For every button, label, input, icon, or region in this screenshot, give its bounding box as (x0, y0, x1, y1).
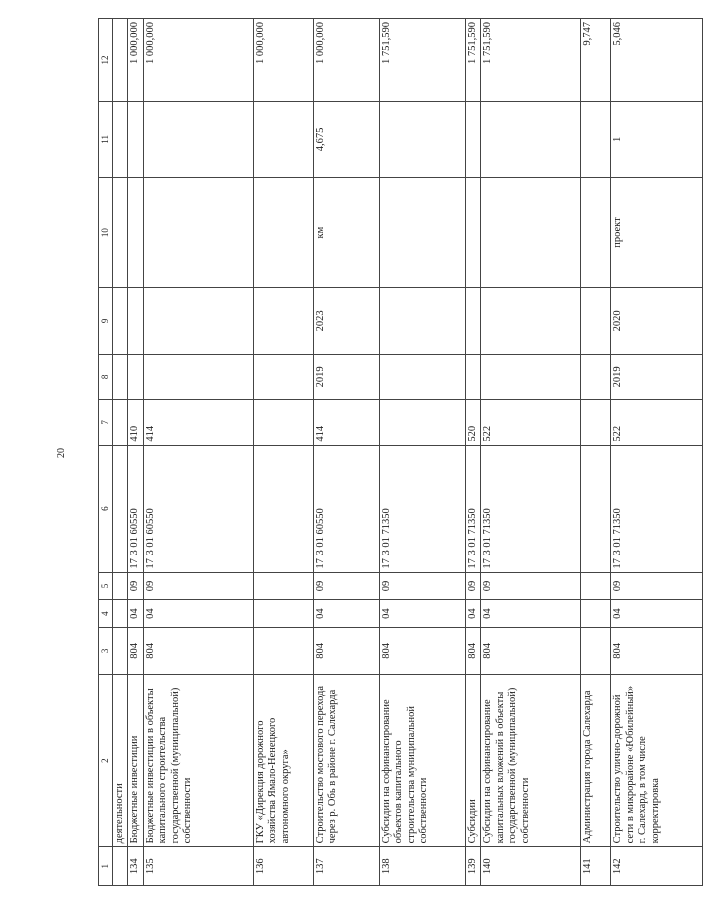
unit-cell: проект (611, 177, 703, 287)
col-header: 12 (99, 19, 113, 102)
capacity-cell (253, 101, 313, 177)
end-year-cell: 2023 (313, 288, 379, 354)
table-row (611, 19, 703, 886)
start-year-cell (379, 354, 465, 400)
subsection-code-cell: 09 (611, 572, 703, 600)
end-year-cell (128, 288, 144, 354)
target-code-cell: 17 3 01 71350 (465, 445, 481, 572)
expense-type-cell (112, 400, 128, 446)
table-row (253, 19, 313, 886)
row-number-cell (112, 847, 128, 886)
gr-code-cell: 804 (465, 627, 481, 674)
capacity-cell: 1 (611, 101, 703, 177)
unit-cell (379, 177, 465, 287)
expense-type-cell: 522 (481, 400, 581, 446)
end-year-cell: 2020 (611, 288, 703, 354)
row-number-cell: 142 (611, 847, 703, 886)
unit-cell (253, 177, 313, 287)
row-number-cell: 136 (253, 847, 313, 886)
capacity-cell (481, 101, 581, 177)
row-name-cell: Бюджетные инвестиции (128, 674, 144, 847)
section-code-cell: 04 (128, 600, 144, 628)
unit-cell (481, 177, 581, 287)
column-number-row (99, 19, 113, 886)
end-year-cell (112, 288, 128, 354)
subsection-code-cell: 09 (313, 572, 379, 600)
capacity-cell (581, 101, 611, 177)
subsection-code-cell (253, 572, 313, 600)
unit-cell (128, 177, 144, 287)
section-code-cell: 04 (465, 600, 481, 628)
expense-type-cell: 520 (465, 400, 481, 446)
section-code-cell (253, 600, 313, 628)
section-code-cell: 04 (379, 600, 465, 628)
amount-cell: 1 000,000 (313, 19, 379, 102)
table-row (112, 19, 128, 886)
table-row (379, 19, 465, 886)
row-name-cell: Строительство улично-дорожной сети в микрорайоне «Юбилейный» г. Салехард, в том числе корректировка (611, 674, 703, 847)
target-code-cell: 17 3 01 71350 (611, 445, 703, 572)
row-name-cell: Администрация города Салехарда (581, 674, 611, 847)
row-number-cell: 138 (379, 847, 465, 886)
subsection-code-cell: 09 (465, 572, 481, 600)
capacity-cell (379, 101, 465, 177)
end-year-cell (379, 288, 465, 354)
row-number-cell: 141 (581, 847, 611, 886)
target-code-cell (253, 445, 313, 572)
start-year-cell: 2019 (611, 354, 703, 400)
gr-code-cell: 804 (313, 627, 379, 674)
capacity-cell: 4,675 (313, 101, 379, 177)
table-row (128, 19, 144, 886)
table-row (581, 19, 611, 886)
amount-cell (112, 19, 128, 102)
col-header: 2 (99, 674, 113, 847)
target-code-cell: 17 3 01 60550 (128, 445, 144, 572)
start-year-cell (465, 354, 481, 400)
row-name-cell: Субсидии (465, 674, 481, 847)
col-header: 4 (99, 600, 113, 628)
section-code-cell (581, 600, 611, 628)
row-name-cell: Бюджетные инвестиции в объекты капитального строительства государственной (муниципальной) собственности (143, 674, 253, 847)
section-code-cell: 04 (313, 600, 379, 628)
section-code-cell: 04 (143, 600, 253, 628)
col-header: 5 (99, 572, 113, 600)
expense-type-cell (581, 400, 611, 446)
subsection-code-cell: 09 (143, 572, 253, 600)
unit-cell (112, 177, 128, 287)
start-year-cell (128, 354, 144, 400)
row-name-cell: Субсидии на софинансирование объектов капитального строительства муниципальной собственности (379, 674, 465, 847)
col-header: 7 (99, 400, 113, 446)
table-row (481, 19, 581, 886)
amount-cell: 5,046 (611, 19, 703, 102)
end-year-cell (465, 288, 481, 354)
section-code-cell: 04 (611, 600, 703, 628)
table-row (143, 19, 253, 886)
target-code-cell: 17 3 01 71350 (481, 445, 581, 572)
unit-cell: км (313, 177, 379, 287)
budget-table (98, 18, 703, 886)
start-year-cell (253, 354, 313, 400)
subsection-code-cell (581, 572, 611, 600)
amount-cell: 9,747 (581, 19, 611, 102)
expense-type-cell: 414 (313, 400, 379, 446)
table-row (313, 19, 379, 886)
target-code-cell: 17 3 01 71350 (379, 445, 465, 572)
amount-cell: 1 000,000 (143, 19, 253, 102)
gr-code-cell: 804 (128, 627, 144, 674)
gr-code-cell (253, 627, 313, 674)
subsection-code-cell: 09 (379, 572, 465, 600)
col-header: 3 (99, 627, 113, 674)
capacity-cell (143, 101, 253, 177)
unit-cell (143, 177, 253, 287)
expense-type-cell: 522 (611, 400, 703, 446)
start-year-cell (581, 354, 611, 400)
gr-code-cell (581, 627, 611, 674)
start-year-cell (143, 354, 253, 400)
subsection-code-cell: 09 (481, 572, 581, 600)
expense-type-cell (253, 400, 313, 446)
capacity-cell (465, 101, 481, 177)
unit-cell (465, 177, 481, 287)
section-code-cell (112, 600, 128, 628)
expense-type-cell (379, 400, 465, 446)
gr-code-cell: 804 (481, 627, 581, 674)
subsection-code-cell: 09 (128, 572, 144, 600)
start-year-cell (112, 354, 128, 400)
col-header: 10 (99, 177, 113, 287)
col-header: 9 (99, 288, 113, 354)
start-year-cell: 2019 (313, 354, 379, 400)
row-number-cell: 140 (481, 847, 581, 886)
row-name-cell: Субсидии на софинансирование капитальных вложений в объекты государственной (муниципальной) собственности (481, 674, 581, 847)
target-code-cell: 17 3 01 60550 (313, 445, 379, 572)
row-name-cell: Строительство мостового перехода через р. Обь в районе г. Салехарда (313, 674, 379, 847)
expense-type-cell: 414 (143, 400, 253, 446)
row-number-cell: 137 (313, 847, 379, 886)
end-year-cell (581, 288, 611, 354)
row-number-cell: 135 (143, 847, 253, 886)
amount-cell: 1 751,590 (465, 19, 481, 102)
table-row (465, 19, 481, 886)
end-year-cell (481, 288, 581, 354)
col-header: 8 (99, 354, 113, 400)
capacity-cell (128, 101, 144, 177)
target-code-cell: 17 3 01 60550 (143, 445, 253, 572)
gr-code-cell (112, 627, 128, 674)
col-header: 6 (99, 445, 113, 572)
row-name-cell: деятельности (112, 674, 128, 847)
gr-code-cell: 804 (379, 627, 465, 674)
rotated-budget-table (98, 18, 661, 886)
row-name-cell: ГКУ «Дирекция дорожного хозяйства Ямало-Ненецкого автономного округа» (253, 674, 313, 847)
row-number-cell: 139 (465, 847, 481, 886)
end-year-cell (253, 288, 313, 354)
amount-cell: 1 000,000 (128, 19, 144, 102)
capacity-cell (112, 101, 128, 177)
col-header: 11 (99, 101, 113, 177)
subsection-code-cell (112, 572, 128, 600)
section-code-cell: 04 (481, 600, 581, 628)
amount-cell: 1 000,000 (253, 19, 313, 102)
page-number: 20 (56, 448, 67, 458)
row-number-cell: 134 (128, 847, 144, 886)
col-header: 1 (99, 847, 113, 886)
expense-type-cell: 410 (128, 400, 144, 446)
end-year-cell (143, 288, 253, 354)
target-code-cell (581, 445, 611, 572)
unit-cell (581, 177, 611, 287)
start-year-cell (481, 354, 581, 400)
amount-cell: 1 751,590 (379, 19, 465, 102)
gr-code-cell: 804 (611, 627, 703, 674)
amount-cell: 1 751,590 (481, 19, 581, 102)
gr-code-cell: 804 (143, 627, 253, 674)
target-code-cell (112, 445, 128, 572)
